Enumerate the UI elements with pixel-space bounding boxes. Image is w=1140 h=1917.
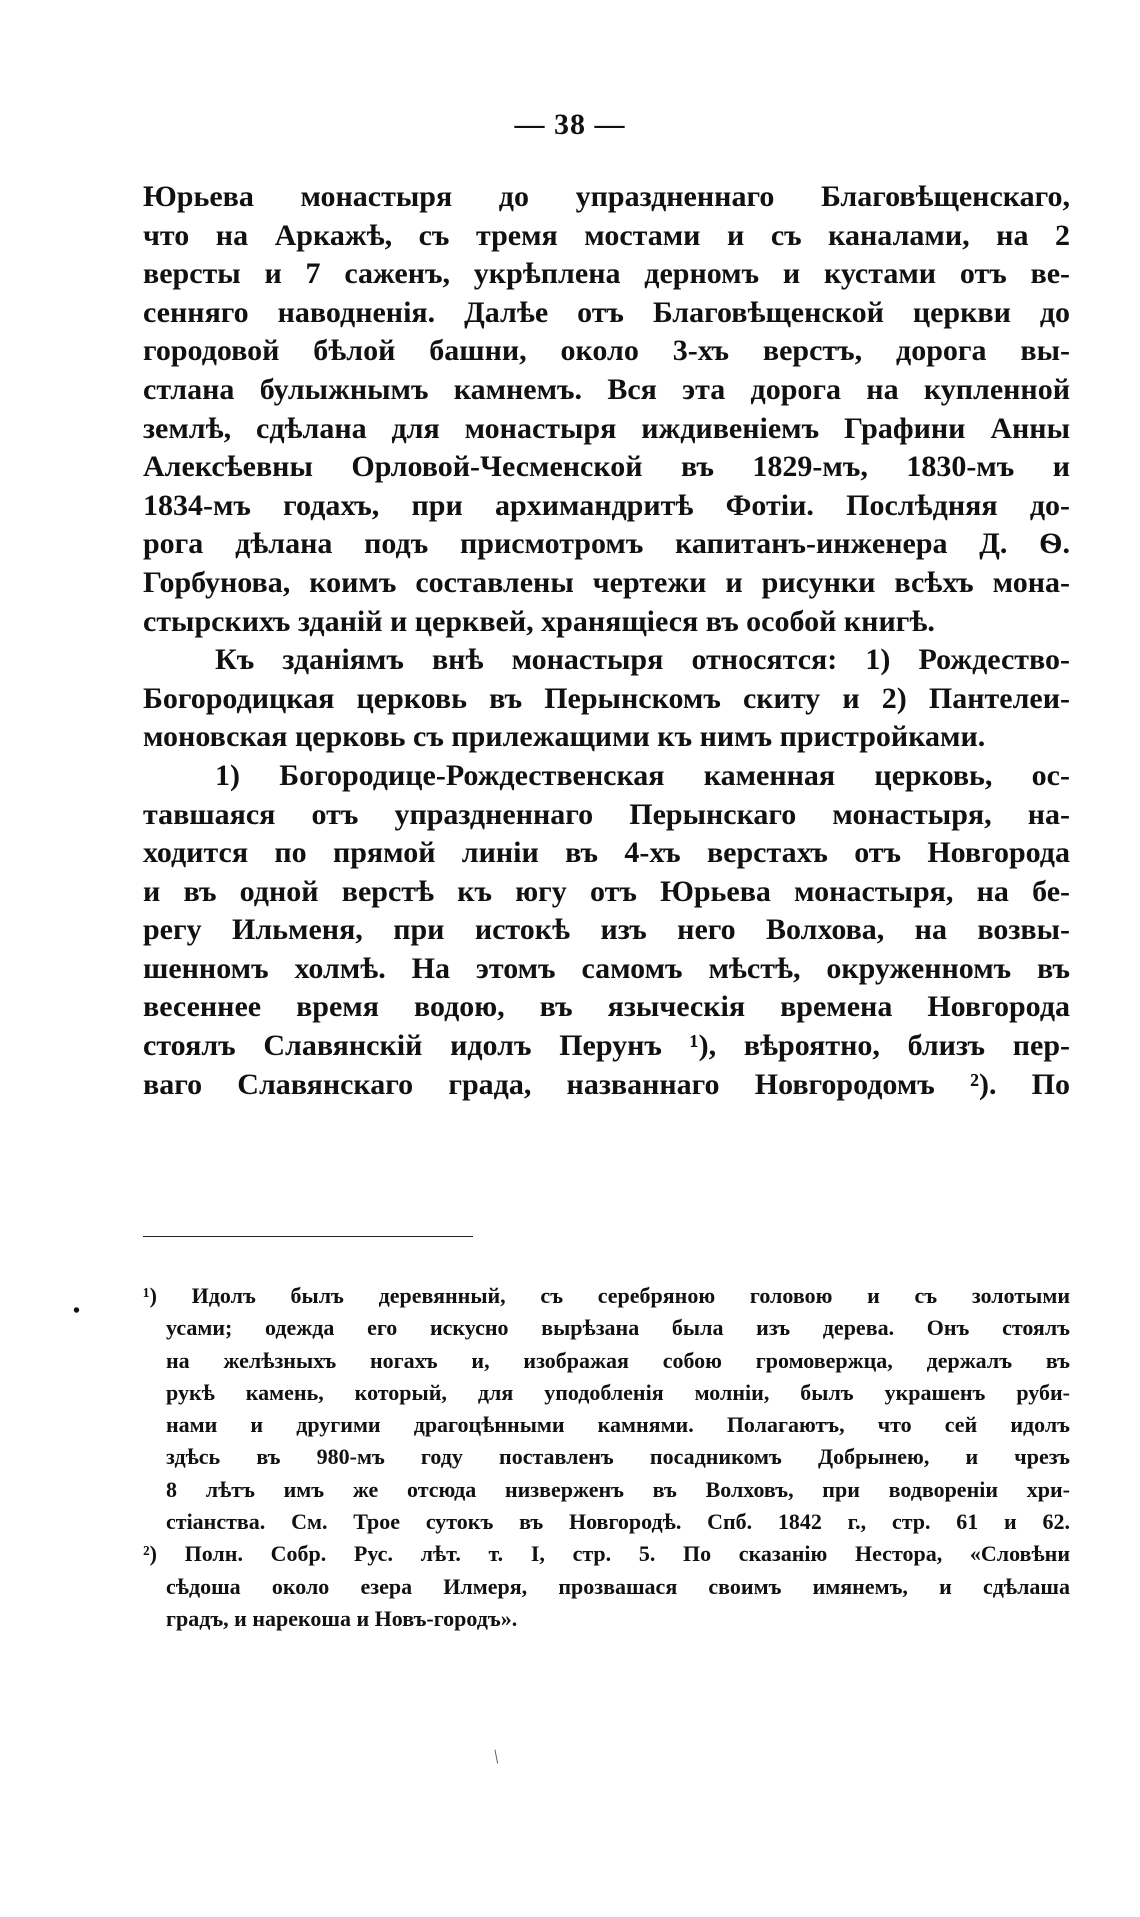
footnote-line: сѣдоша около езера Илмеря, прозвашася своимъ имянемъ, и сдѣлаша [166, 1573, 1070, 1599]
text-line: и въ одной верстѣ къ югу отъ Юрьева монастыря, на бе- [143, 874, 1070, 908]
footnote-line: усами; одежда его искусно вырѣзана была изъ дерева. Онъ стоялъ [166, 1315, 1070, 1341]
footnote-line: градъ, и нарекоша и Новъ-городъ». [166, 1605, 518, 1631]
footnote-line: нами и другими драгоцѣнными камнями. Полагаютъ, что сей идолъ [166, 1412, 1070, 1438]
text-line: рога дѣлана подъ присмотромъ капитанъ-инженера Д. Ѳ. [143, 527, 1070, 561]
text-line: сенняго наводненія. Далѣе отъ Благовѣщенской церкви до [143, 295, 1070, 329]
text-line: тавшаяся отъ упраздненнаго Перынскаго монастыря, на- [143, 797, 1070, 831]
footnote-line: ¹) Идолъ былъ деревянный, съ серебряною головою и съ золотыми [143, 1283, 1070, 1308]
footnotes-block [143, 1280, 1070, 1635]
text-line: Юрьева монастыря до упраздненнаго Благовѣщенскаго, [143, 180, 1070, 213]
text-line: что на Аркажѣ, съ тремя мостами и съ каналами, на 2 [143, 218, 1070, 252]
margin-dot: • [73, 1300, 81, 1322]
text-line: Горбунова, коимъ составлены чертежи и рисунки всѣхъ мона- [143, 565, 1070, 599]
text-line: Алексѣевны Орловой-Чесменской въ 1829-мъ, 1830-мъ и [143, 450, 1070, 484]
text-line: стырскихъ зданій и церквей, хранящіеся въ особой книгѣ. [143, 604, 935, 638]
footnote-line: ²) Полн. Собр. Рус. лѣт. т. I, стр. 5. По сказанію Нестора, «Словѣни [143, 1541, 1070, 1567]
text-line: регу Ильменя, при истокѣ изъ него Волхова, на возвы- [143, 913, 1070, 947]
footnote-line: рукѣ камень, который, для уподобленія молніи, былъ украшенъ руби- [166, 1379, 1070, 1405]
page-number: — 38 — [514, 108, 626, 141]
footnote-line: здѣсь въ 980-мъ году поставленъ посадникомъ Добрынею, и чрезъ [166, 1444, 1070, 1470]
text-line: 1) Богородице-Рождественская каменная церковь, ос- [215, 758, 1070, 792]
text-line: версты и 7 саженъ, укрѣплена дерномъ и кустами отъ ве- [143, 257, 1070, 291]
text-line: стлана булыжнымъ камнемъ. Вся эта дорога на купленной [143, 372, 1070, 406]
stray-ink-mark: / [488, 1746, 505, 1768]
text-line: ходится по прямой линіи въ 4-хъ верстахъ отъ Новгорода [143, 836, 1070, 870]
text-line: Къ зданіямъ внѣ монастыря относятся: 1) Рождество- [215, 643, 1070, 677]
text-line: моновская церковь съ прилежащими къ нимъ пристройками. [143, 720, 986, 754]
text-line: ваго Славянскаго града, названнаго Новгородомъ ²). По [143, 1067, 1070, 1101]
text-line: землѣ, сдѣлана для монастыря иждивеніемъ Графини Анны [143, 411, 1070, 445]
footnote-line: стіанства. См. Трое сутокъ въ Новгородѣ. Спб. 1842 г., стр. 61 и 62. [166, 1509, 1070, 1535]
text-line: городовой бѣлой башни, около 3-хъ верстъ, дорога вы- [143, 334, 1070, 368]
text-line: Богородицкая церковь въ Перынскомъ скиту и 2) Пантелеи- [143, 681, 1070, 715]
text-line: стоялъ Славянскій идолъ Перунъ ¹), вѣроятно, близъ пер- [143, 1029, 1070, 1063]
footnote-line: 8 лѣтъ имъ же отсюда низверженъ въ Волховъ, при водвореніи хри- [166, 1476, 1070, 1502]
text-line: шенномъ холмѣ. На этомъ самомъ мѣстѣ, окруженномъ въ [143, 951, 1070, 985]
footnote-line: на желѣзныхъ ногахъ и, изображая собою громовержца, держалъ въ [166, 1347, 1070, 1373]
footnote-divider [143, 1236, 473, 1237]
text-line: весеннее время водою, въ языческія времена Новгорода [143, 990, 1070, 1024]
text-line: 1834-мъ годахъ, при архимандритѣ Фотіи. Послѣдняя до- [143, 488, 1070, 522]
main-text-block [143, 178, 1070, 1104]
